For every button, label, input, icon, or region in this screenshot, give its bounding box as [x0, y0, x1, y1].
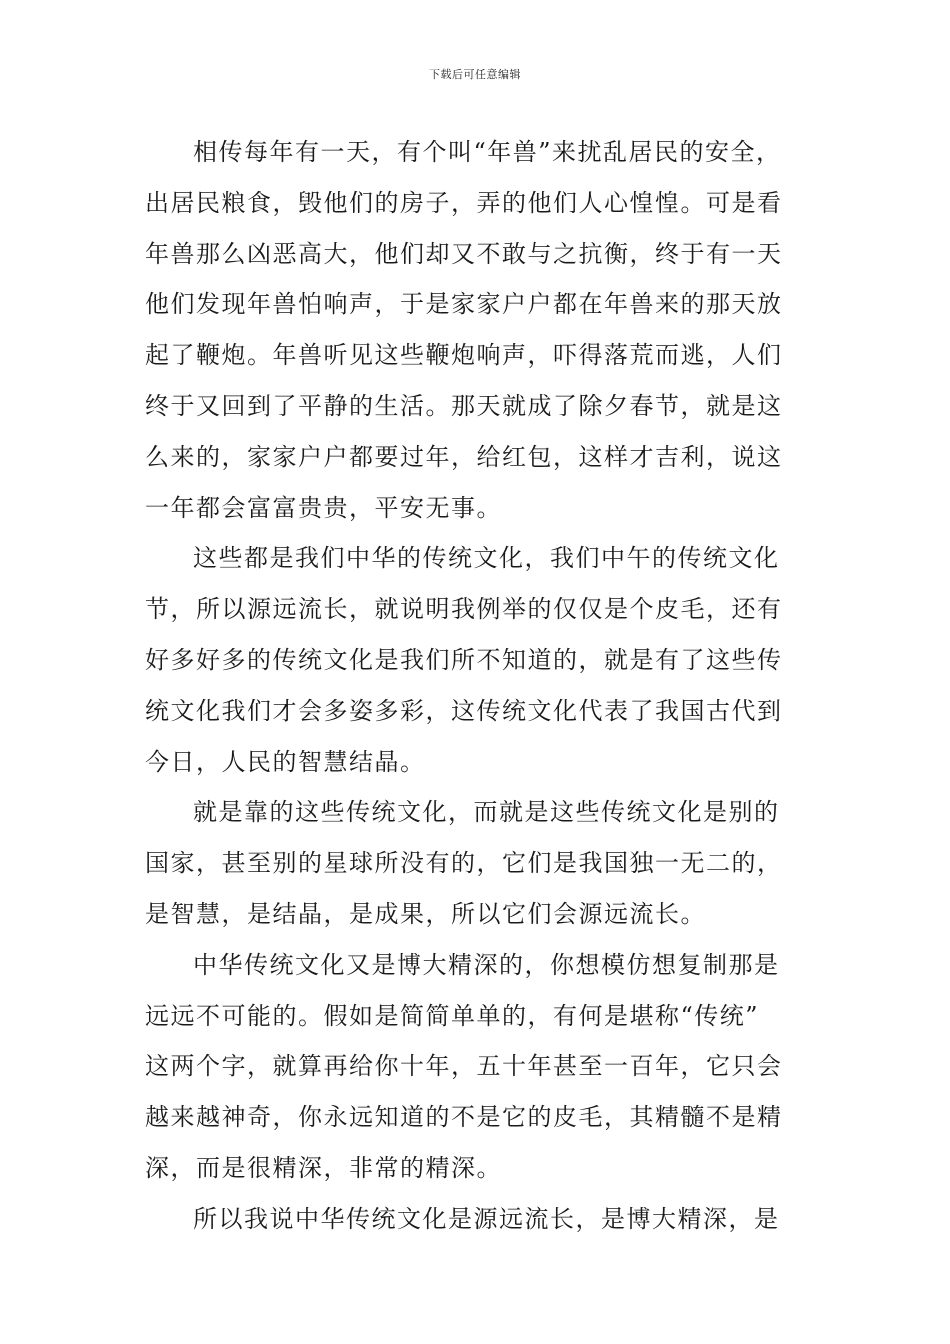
text-line: 远远不可能的。假如是简简单单的，有何是堪称“传统” — [145, 1001, 760, 1030]
text-line: 出居民粮食，毁他们的房子，弄的他们人心惶惶。可是看 — [145, 188, 783, 217]
paragraph-3 — [145, 787, 810, 939]
text-line: 所以我说中华传统文化是源远流长，是博大精深，是 — [193, 1204, 780, 1233]
paragraph-4 — [145, 940, 810, 1194]
text-line: 今日，人民的智慧结晶。 — [145, 747, 426, 776]
paragraph-5 — [145, 1194, 810, 1245]
text-line: 是智慧，是结晶，是成果，所以它们会源远流长。 — [145, 899, 706, 928]
text-line: 统文化我们才会多姿多彩，这传统文化代表了我国古代到 — [145, 696, 783, 725]
text-line: 一年都会富富贵贵，平安无事。 — [145, 493, 502, 522]
page-header-note: 下载后可任意编辑 — [429, 68, 521, 81]
text-line: 就是靠的这些传统文化，而就是这些传统文化是别的 — [193, 798, 780, 827]
text-line: 相传每年有一天，有个叫“年兽”来扰乱居民的安全， — [193, 138, 782, 166]
text-line: 这两个字，就算再给你十年，五十年甚至一百年，它只会 — [145, 1052, 783, 1081]
text-line: 终于又回到了平静的生活。那天就成了除夕春节，就是这 — [145, 391, 783, 420]
text-line: 深，而是很精深，非常的精深。 — [145, 1153, 502, 1182]
text-line: 好多好多的传统文化是我们所不知道的，就是有了这些传 — [145, 645, 783, 674]
text-line: 么来的，家家户户都要过年，给红包，这样才吉利，说这 — [145, 442, 783, 471]
text-line: 节，所以源远流长，就说明我例举的仅仅是个皮毛，还有 — [145, 595, 783, 624]
text-line: 中华传统文化又是博大精深的，你想模仿想复制那是 — [193, 950, 780, 979]
text-line: 越来越神奇，你永远知道的不是它的皮毛，其精髓不是精 — [145, 1103, 783, 1132]
text-line: 这些都是我们中华的传统文化，我们中午的传统文化 — [193, 544, 780, 573]
text-line: 起了鞭炮。年兽听见这些鞭炮响声，吓得落荒而逃，人们 — [145, 341, 783, 370]
body-text — [145, 127, 810, 1245]
paragraph-2 — [145, 533, 810, 787]
text-line: 他们发现年兽怕响声，于是家家户户都在年兽来的那天放 — [145, 290, 783, 319]
text-line: 国家，甚至别的星球所没有的，它们是我国独一无二的， — [145, 849, 783, 878]
paragraph-1 — [145, 127, 810, 533]
text-line: 年兽那么凶恶高大，他们却又不敢与之抗衡，终于有一天 — [145, 239, 783, 268]
